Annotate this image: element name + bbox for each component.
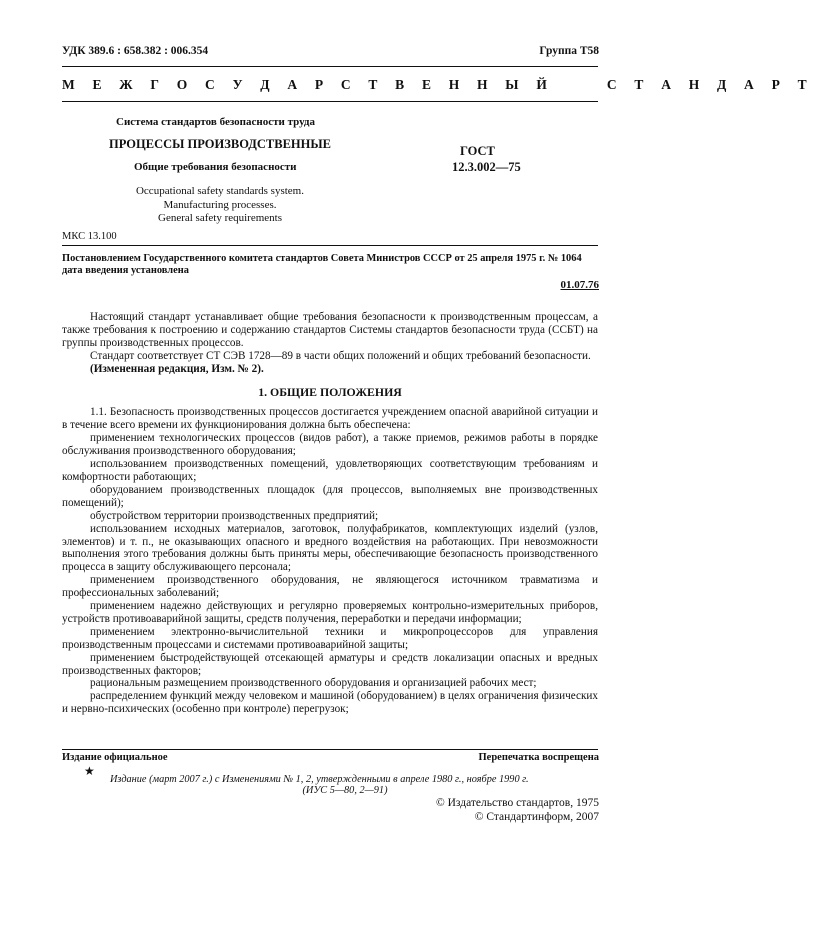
- list-item: оборудованием производственных площадок (для процессов, выполняемых вне производственных помещений);: [62, 483, 598, 509]
- list-item: применением производственного оборудования, не являющегося источником травматизма и профессиональных заболеваний;: [62, 574, 598, 600]
- group-code: Группа Т58: [539, 45, 599, 57]
- list-item: применением технологических процессов (видов работ), а также приемов, режимов работы в порядке обслуживания производственного оборудования;: [62, 432, 598, 458]
- english-title-line: Occupational safety standards system.: [135, 185, 304, 197]
- list-item: использованием производственных помещений, удовлетворяющих соответствующим требованиям и комфортности работающих;: [62, 458, 598, 483]
- ius-note: (ИУС 5—80, 2—91): [302, 785, 388, 796]
- gost-label: ГОСТ: [460, 144, 495, 158]
- list-item: обустройством территории производственных предприятий;: [90, 509, 379, 522]
- doc-subtitle: Общие требования безопасности: [134, 161, 297, 173]
- system-name: Система стандартов безопасности труда: [116, 116, 315, 128]
- mks-code: МКС 13.100: [62, 231, 117, 242]
- reprint-notice: Перепечатка воспрещена: [478, 752, 599, 763]
- amendment-note: (Измененная редакция, Изм. № 2).: [90, 362, 264, 375]
- official-edition: Издание официальное: [62, 752, 168, 763]
- gost-number: 12.3.002—75: [452, 160, 521, 174]
- edition-note: Издание (март 2007 г.) с Изменениями № 1, 2, утвержденными в апреле 1980 г., ноябре 1990 г.: [110, 774, 529, 785]
- list-item: распределением функций между человеком и машиной (оборудованием) в целях ограничения физических и нервно-психических (особенно при контроле) перегрузок;: [62, 690, 598, 716]
- body-paragraph: Стандарт соответствует СТ СЭВ 1728—89 в части общих положений и общих требований безопасности.: [90, 349, 591, 362]
- top-rule: [62, 66, 598, 67]
- section-heading: 1. ОБЩИЕ ПОЛОЖЕНИЯ: [258, 384, 402, 399]
- body-paragraph: Настоящий стандарт устанавливает общие требования безопасности к производственным процессам, а также требования к построению и содержанию стандартов Системы стандартов безопасности труда (ССБТ) на группы производственных процессов.: [62, 311, 598, 349]
- list-item: 1.1. Безопасность производственных процессов достигается учреждением опасной аварийной ситуации и в течение всего времени их функционирования должна быть обеспечена:: [62, 406, 598, 432]
- footer-rule: [62, 749, 598, 750]
- list-item: использованием исходных материалов, заготовок, полуфабрикатов, комплектующих изделий (узлов, элементов) и т. п., не оказывающих опасного и вредного воздействия на работающих. При невозможности выполнения этого требования должны быть приняты меры, обеспечивающие безопасность производственного процесса в защиту обслуживающего персонала;: [62, 522, 598, 574]
- body-text: [62, 311, 598, 716]
- standard-banner: М Е Ж Г О С У Д А Р С Т В Е Н Н Ы Й С Т А Н Д А Р Т: [62, 77, 814, 92]
- decree-text: Постановлением Государственного комитета стандартов Совета Министров СССР от 25 апреля 1975 г. № 1064 дата введения установлена: [62, 253, 582, 277]
- doc-title: ПРОЦЕССЫ ПРОИЗВОДСТВЕННЫЕ: [109, 137, 331, 151]
- list-item: применением электронно-вычислительной техники и микропроцессоров для управления производственным процессами и системами противоаварийной защиты;: [62, 625, 598, 651]
- list-item: применением надежно действующих и регулярно проверяемых контрольно-измерительных приборов, устройств противоаварийной защиты, средств получения, переработки и передачи информации;: [62, 600, 598, 625]
- intro-date: 01.07.76: [560, 279, 599, 291]
- list-item: применением быстродействующей отсекающей арматуры и средств локализации опасных и вредных производственных факторов;: [62, 651, 598, 677]
- english-title-line: General safety requirements: [158, 212, 282, 224]
- banner-rule: [62, 101, 598, 102]
- list-item: рациональным размещением производственного оборудования и организацией рабочих мест;: [90, 677, 537, 690]
- star-icon: ★: [84, 764, 95, 778]
- mks-rule: [62, 245, 598, 246]
- copyright-1975: © Издательство стандартов, 1975: [435, 797, 599, 809]
- english-title: [100, 185, 340, 226]
- udk-code: УДК 389.6 : 658.382 : 006.354: [62, 45, 209, 57]
- copyright-2007: © Стандартинформ, 2007: [474, 811, 599, 823]
- english-title-line: Manufacturing processes.: [163, 198, 277, 211]
